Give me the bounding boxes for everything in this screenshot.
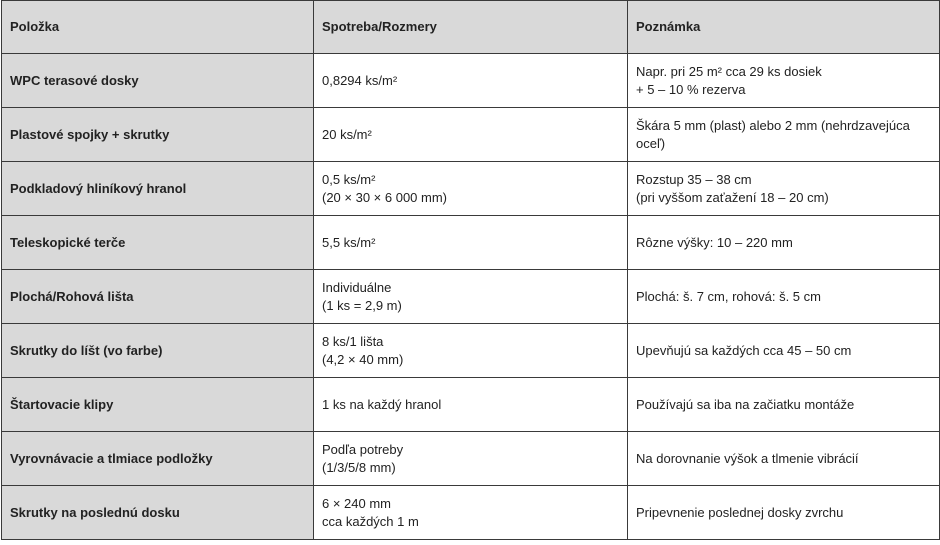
item-cell: Podkladový hliníkový hranol <box>2 162 314 216</box>
note-line: Rôzne výšky: 10 – 220 mm <box>636 234 793 250</box>
item-cell: Plochá/Rohová lišta <box>2 270 314 324</box>
table-header <box>2 1 940 54</box>
usage-line: 6 × 240 mm <box>322 495 392 511</box>
usage-line: 8 ks/1 lišta <box>322 333 384 349</box>
header-usage: Spotreba/Rozmery <box>314 1 628 54</box>
usage-cell <box>314 378 628 432</box>
table-row <box>2 432 940 486</box>
usage-cell <box>314 432 628 486</box>
header-note: Poznámka <box>628 1 940 54</box>
item-cell: Skrutky do líšt (vo farbe) <box>2 324 314 378</box>
usage-line: (1/3/5/8 mm) <box>322 459 396 475</box>
note-line: Používajú sa iba na začiatku montáže <box>636 396 855 412</box>
header-row <box>2 1 940 54</box>
item-cell: Štartovacie klipy <box>2 378 314 432</box>
usage-line: (4,2 × 40 mm) <box>322 351 404 367</box>
table-row <box>2 486 940 540</box>
usage-line: (1 ks = 2,9 m) <box>322 297 402 313</box>
note-cell <box>628 324 940 378</box>
note-cell <box>628 486 940 540</box>
note-line: Na dorovnanie výšok a tlmenie vibrácií <box>636 450 859 466</box>
note-cell <box>628 162 940 216</box>
table-row <box>2 270 940 324</box>
usage-line: Podľa potreby <box>322 441 404 457</box>
item-cell: Teleskopické terče <box>2 216 314 270</box>
header-item: Položka <box>2 1 314 54</box>
table-row <box>2 216 940 270</box>
table-row <box>2 54 940 108</box>
item-cell: Skrutky na poslednú dosku <box>2 486 314 540</box>
table-row <box>2 162 940 216</box>
note-line: Napr. pri 25 m² cca 29 ks dosiek <box>636 63 822 79</box>
usage-cell <box>314 54 628 108</box>
note-line: Pripevnenie poslednej dosky zvrchu <box>636 504 844 520</box>
table-body <box>2 54 940 540</box>
usage-cell <box>314 216 628 270</box>
usage-cell <box>314 108 628 162</box>
item-cell: Plastové spojky + skrutky <box>2 108 314 162</box>
usage-line: 5,5 ks/m² <box>322 234 376 250</box>
note-cell <box>628 432 940 486</box>
usage-cell <box>314 162 628 216</box>
usage-line: 20 ks/m² <box>322 126 372 142</box>
note-line: Plochá: š. 7 cm, rohová: š. 5 cm <box>636 288 821 304</box>
note-line: + 5 – 10 % rezerva <box>636 81 746 97</box>
note-line: Upevňujú sa každých cca 45 – 50 cm <box>636 342 852 358</box>
usage-cell <box>314 486 628 540</box>
note-cell <box>628 54 940 108</box>
note-line: oceľ) <box>636 135 666 151</box>
usage-line: 0,5 ks/m² <box>322 171 376 187</box>
table-row <box>2 324 940 378</box>
note-line: (pri vyššom zaťažení 18 – 20 cm) <box>636 189 829 205</box>
table-row <box>2 378 940 432</box>
note-line: Škára 5 mm (plast) alebo 2 mm (nehrdzavejúca <box>636 117 910 133</box>
item-cell: Vyrovnávacie a tlmiace podložky <box>2 432 314 486</box>
usage-line: cca každých 1 m <box>322 513 419 529</box>
table-row <box>2 108 940 162</box>
usage-cell <box>314 270 628 324</box>
usage-line: (20 × 30 × 6 000 mm) <box>322 189 448 205</box>
note-cell <box>628 378 940 432</box>
materials-table <box>1 0 940 540</box>
note-line: Rozstup 35 – 38 cm <box>636 171 752 187</box>
note-cell <box>628 270 940 324</box>
item-cell: WPC terasové dosky <box>2 54 314 108</box>
usage-line: 0,8294 ks/m² <box>322 72 398 88</box>
usage-line: 1 ks na každý hranol <box>322 396 442 412</box>
usage-line: Individuálne <box>322 279 392 295</box>
note-cell <box>628 108 940 162</box>
note-cell <box>628 216 940 270</box>
usage-cell <box>314 324 628 378</box>
